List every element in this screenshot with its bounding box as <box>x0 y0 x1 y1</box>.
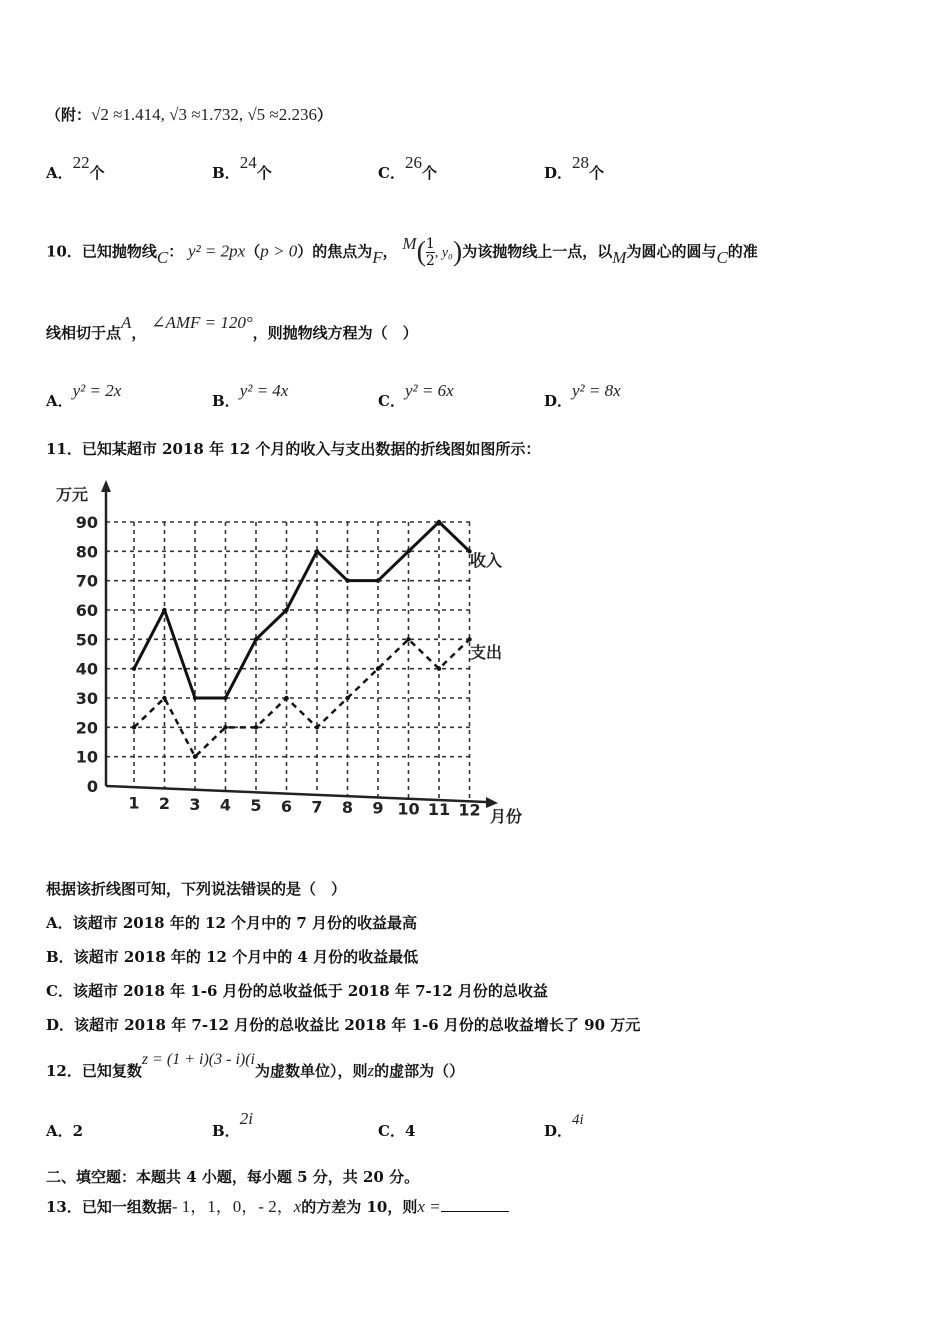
q10-line1: 10．已知抛物线C： y² = 2px（p > 0）的焦点为F， M( $\frac{1}{2}$ , y₀)为该抛物线上一点，以M为圆心的圆与C的准 <box>46 233 758 269</box>
x-tick-label: 11 <box>427 800 451 820</box>
data-point-expense <box>315 725 319 729</box>
q12-option-b: B．2i <box>212 1109 253 1140</box>
data-point-income <box>406 549 410 553</box>
data-point-expense <box>193 754 197 758</box>
data-point-expense <box>254 725 258 729</box>
q10-equation: y² = 2px <box>188 241 246 261</box>
q12-expression: z = (1 + i)(3 - i)(i <box>141 1051 255 1068</box>
x-tick-label: 2 <box>158 794 171 814</box>
q13-stem: 13．已知一组数据- 1，1，0，- 2，x的方差为 10，则x = <box>46 1192 509 1217</box>
q10-line2: 线相切于点A， ∠AMF = 120°，则抛物线方程为（ ） <box>46 313 418 342</box>
legend-expense-label: 支出 <box>470 643 503 662</box>
x-tick-label: 7 <box>311 797 323 817</box>
x-tick-label: 10 <box>397 799 420 819</box>
q10-option-c: C．y² = 6x <box>378 381 454 410</box>
x-tick-label: 9 <box>372 798 384 818</box>
q11-line-chart <box>46 476 546 836</box>
appendix-line <box>46 104 332 125</box>
y-tick-label: 0 <box>86 777 98 796</box>
data-point-expense <box>284 696 288 700</box>
q12-option-c: C．4 <box>378 1122 416 1140</box>
q9-option-b: B．24个 <box>212 153 272 182</box>
q11-option-d: D．该超市 2018 年 7-12 月份的总收益比 2018 年 1-6 月份的总收益增长了 90 万元 <box>46 1016 641 1034</box>
q11-option-c: C．该超市 2018 年 1-6 月份的总收益低于 2018 年 7-12 月份的总收益 <box>46 982 548 1000</box>
data-point-income <box>132 666 136 670</box>
x-tick-label: 1 <box>128 793 140 813</box>
data-point-income <box>376 578 380 582</box>
q10-option-d: D．y² = 8x <box>544 381 621 410</box>
q9-option-d: D．28个 <box>544 153 605 182</box>
data-point-income <box>223 696 227 700</box>
y-tick-label: 30 <box>75 689 98 708</box>
q10-fraction: $\frac{1}{2}$ <box>425 236 435 269</box>
q12-option-a: A．2 <box>46 1122 84 1140</box>
data-point-expense <box>345 696 349 700</box>
appendix-suffix: ） <box>317 106 333 124</box>
q10-angle: ∠AMF = 120° <box>151 313 253 332</box>
data-point-expense <box>376 666 380 670</box>
data-point-expense <box>467 637 471 641</box>
x-tick-label: 12 <box>458 800 481 820</box>
q11-question: 根据该折线图可知，下列说法错误的是（ ） <box>46 880 347 898</box>
q9-option-a: A．22个 <box>46 153 105 182</box>
data-point-income <box>315 549 319 553</box>
x-axis-label: 月份 <box>490 807 523 826</box>
chart-grid <box>106 522 472 801</box>
q10-option-b: B．y² = 4x <box>212 381 289 410</box>
y-tick-label: 90 <box>75 513 98 532</box>
data-point-income <box>345 578 349 582</box>
x-tick-label: 8 <box>341 798 354 818</box>
data-point-income <box>193 696 197 700</box>
data-point-expense <box>132 725 136 729</box>
data-point-income <box>162 608 166 612</box>
legend-income-label: 收入 <box>470 551 503 570</box>
section-2-heading: 二、填空题：本题共 4 小题，每小题 5 分，共 20 分。 <box>46 1168 420 1186</box>
y-axis-label: 万元 <box>56 485 89 504</box>
data-point-income <box>437 520 441 524</box>
y-tick-label: 60 <box>75 601 98 620</box>
appendix-math: √2 ≈1.414, √3 ≈1.732, √5 ≈2.236 <box>91 105 317 124</box>
q13-answer-blank[interactable] <box>441 1197 509 1212</box>
x-tick-label: 5 <box>250 796 262 816</box>
x-tick-label: 3 <box>189 794 201 814</box>
y-tick-label: 10 <box>75 747 98 767</box>
y-tick-label: 20 <box>75 718 98 738</box>
y-tick-label: 40 <box>75 659 98 679</box>
data-point-income <box>284 608 288 612</box>
data-point-income <box>254 637 258 641</box>
q10-option-a: A．y² = 2x <box>46 381 122 410</box>
q12-option-d: D．4i <box>544 1112 584 1140</box>
y-tick-label: 50 <box>75 630 98 650</box>
x-tick-label: 4 <box>219 795 232 815</box>
data-point-expense <box>223 725 227 729</box>
q11-stem: 11．已知某超市 2018 年 12 个月的收入与支出数据的折线图如图所示： <box>46 440 541 458</box>
q11-option-a: A．该超市 2018 年的 12 个月中的 7 月份的收益最高 <box>46 914 418 932</box>
q12-stem: 12．已知复数z = (1 + i)(3 - i)(i为虚数单位），则z的虚部为（） <box>46 1051 465 1080</box>
appendix-prefix: （附： <box>46 106 92 124</box>
y-axis-arrow <box>101 480 111 492</box>
y-tick-label: 70 <box>75 571 98 591</box>
data-point-expense <box>406 637 410 641</box>
y-tick-label: 80 <box>75 542 98 562</box>
data-point-expense <box>437 666 441 670</box>
data-point-expense <box>162 696 166 700</box>
q9-option-c: C．26个 <box>378 153 437 182</box>
x-tick-label: 6 <box>280 796 293 816</box>
q11-option-b: B．该超市 2018 年的 12 个月中的 4 月份的收益最低 <box>46 948 419 966</box>
